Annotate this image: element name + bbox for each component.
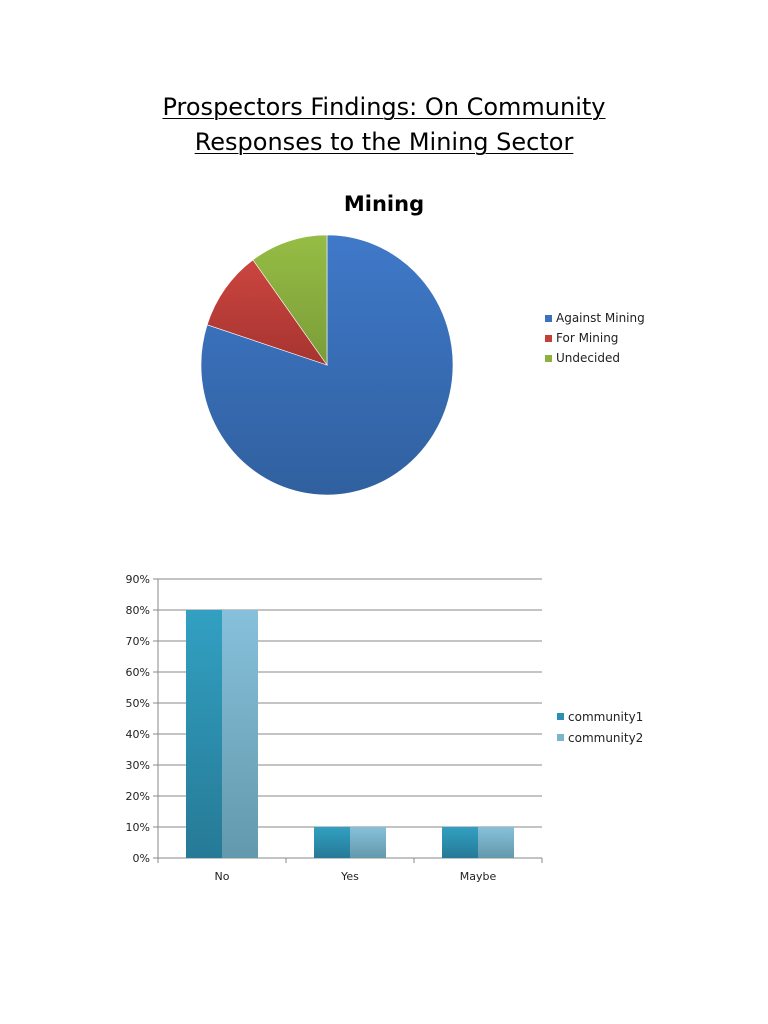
y-tick-label: 10%: [125, 821, 150, 834]
legend-swatch: [545, 335, 552, 342]
y-tick-label: 20%: [125, 790, 150, 803]
page-title-line1: Prospectors Findings: On Community: [162, 93, 606, 121]
page-title-line2: Responses to the Mining Sector: [194, 128, 574, 156]
y-tick-label: 90%: [125, 573, 150, 586]
x-tick-label: Maybe: [459, 870, 497, 883]
y-tick-label: 0%: [132, 852, 150, 865]
bar-community1-no: [186, 610, 222, 858]
legend-swatch: [545, 355, 552, 362]
y-tick-label: 80%: [125, 604, 150, 617]
y-tick-label: 30%: [125, 759, 150, 772]
bar-legend-item-community1: [557, 706, 643, 727]
bar-community2-maybe: [478, 827, 514, 858]
bar-legend-item-community2: [557, 727, 643, 748]
legend-swatch: [545, 315, 552, 322]
legend-label: community1: [568, 709, 644, 724]
pie-legend-item-against: [545, 308, 645, 328]
bar-community2-no: [222, 610, 258, 858]
y-tick-label: 40%: [125, 728, 150, 741]
pie-legend: [545, 308, 645, 368]
legend-swatch: [557, 713, 564, 720]
pie-legend-item-undecided: [545, 348, 645, 368]
y-tick-label: 70%: [125, 635, 150, 648]
pie-chart-title: Mining: [343, 192, 425, 216]
bar-community2-yes: [350, 827, 386, 858]
legend-label: For Mining: [556, 331, 619, 345]
x-tick-label: No: [214, 870, 230, 883]
y-tick-label: 50%: [125, 697, 150, 710]
pie-chart: [195, 228, 461, 500]
legend-swatch: [557, 734, 564, 741]
bar-community1-yes: [314, 827, 350, 858]
legend-label: Against Mining: [556, 311, 645, 325]
pie-legend-item-for: [545, 328, 645, 348]
bar-chart: [110, 565, 550, 895]
x-tick-label: Yes: [341, 870, 359, 883]
legend-label: Undecided: [556, 351, 620, 365]
bar-legend: [557, 706, 643, 748]
page-title: [0, 90, 768, 160]
y-tick-label: 60%: [125, 666, 150, 679]
legend-label: community2: [568, 730, 644, 745]
bar-community1-maybe: [442, 827, 478, 858]
